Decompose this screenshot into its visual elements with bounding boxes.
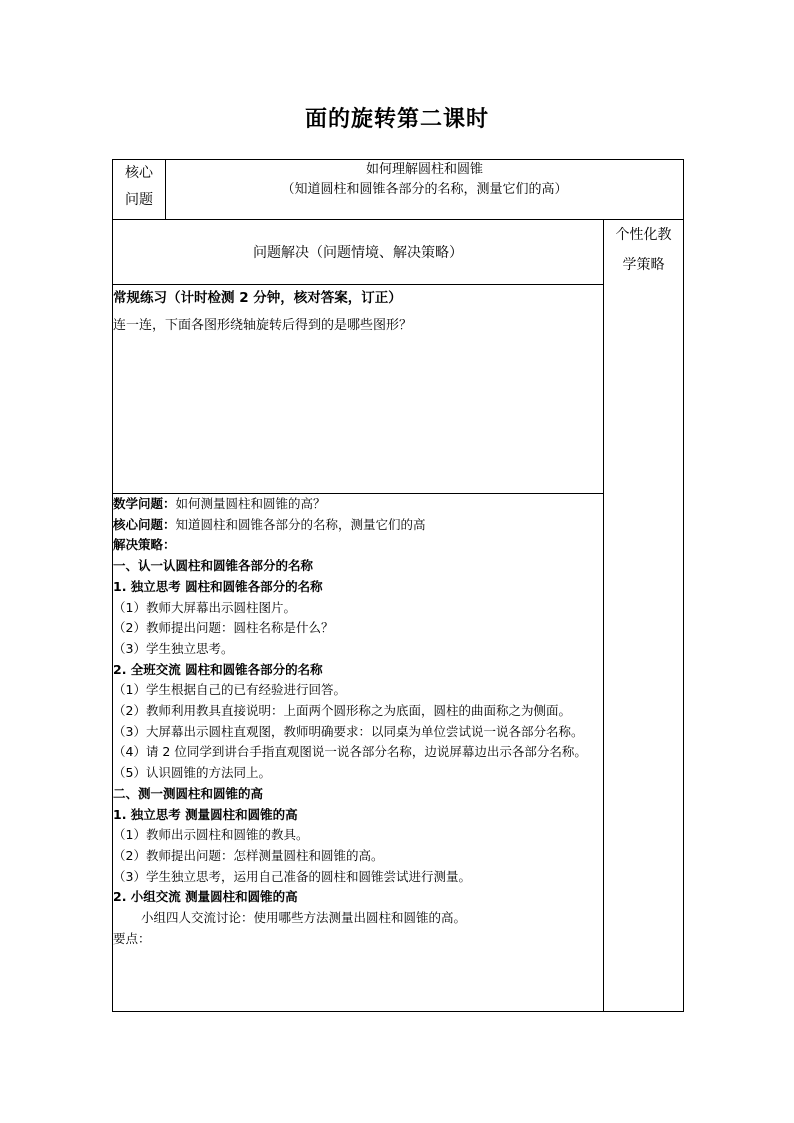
core-question-sub: （知道圆柱和圆锥各部分的名称，测量它们的高）: [281, 182, 568, 197]
part1-step1-item3: （3）学生独立思考。: [113, 640, 234, 656]
math-question-line: [113, 494, 603, 515]
part1-heading: 一、认一认圆柱和圆锥各部分的名称: [113, 558, 314, 574]
part1-step1: 1. 独立思考 圆柱和圆锥各部分的名称: [113, 578, 323, 594]
core-question: 如何理解圆柱和圆锥: [366, 162, 484, 177]
side-title-line2: 学策略: [622, 257, 665, 273]
core-label-line1: 核心: [125, 165, 153, 181]
strategy-label: 解决策略：: [113, 537, 176, 553]
part2-step1-item3: （3）学生独立思考，运用自己准备的圆柱和圆锥尝试进行测量。: [113, 868, 471, 884]
core-question-line: [113, 515, 603, 536]
section-header-row: [113, 220, 684, 285]
core-label-cell: [113, 160, 166, 220]
core-question-label: 核心问题：: [113, 516, 176, 532]
side-title-line1: 个性化教: [615, 227, 672, 243]
section-title: 问题解决（问题情境、解决策略）: [113, 220, 604, 285]
part1-step2-item5: （5）认识圆锥的方法同上。: [113, 765, 271, 781]
practice-row: [113, 285, 684, 494]
part1-step2-item2: （2）教师利用教具直接说明：上面两个圆形称之为底面，圆柱的曲面称之为侧面。: [113, 703, 571, 719]
part2-step2: 2. 小组交流 测量圆柱和圆锥的高: [113, 889, 298, 905]
part2-step1: 1. 独立思考 测量圆柱和圆锥的高: [113, 806, 298, 822]
part1-step1-item1: （1）教师大屏幕出示圆柱图片。: [113, 599, 296, 615]
math-question: 如何测量圆柱和圆锥的高？: [175, 496, 326, 511]
core-question-text: 知道圆柱和圆锥各部分的名称，测量它们的高: [175, 516, 426, 532]
core-question-cell: [166, 160, 684, 220]
key-points: 要点：: [113, 930, 151, 946]
part2-heading: 二、测一测圆柱和圆锥的高: [113, 785, 264, 801]
practice-heading: 常规练习（计时检测 2 分钟，核对答案，订正）: [113, 290, 402, 306]
part1-step1-item2: （2）教师提出问题：圆柱名称是什么？: [113, 620, 334, 636]
part2-step2-text: 小组四人交流讨论：使用哪些方法测量出圆柱和圆锥的高。: [141, 910, 467, 926]
part1-step2: 2. 全班交流 圆柱和圆锥各部分的名称: [113, 661, 323, 677]
practice-cell: [113, 285, 604, 494]
part1-step2-item1: （1）学生根据自己的已有经验进行回答。: [113, 682, 346, 698]
part1-step2-item4: （4）请 2 位同学到讲台手指直观图说一说各部分名称，边说屏幕边出示各部分名称。: [113, 744, 587, 760]
content-row: [113, 494, 684, 1012]
content-cell: [113, 494, 604, 1012]
part2-step1-item2: （2）教师提出问题：怎样测量圆柱和圆锥的高。: [113, 847, 384, 863]
lesson-table: [112, 159, 684, 1012]
page-title: 面的旋转第二课时: [304, 107, 489, 132]
core-question-row: [113, 160, 684, 220]
part2-step1-item1: （1）教师出示圆柱和圆锥的教具。: [113, 827, 309, 843]
side-strategy-cell: [604, 220, 684, 1012]
part1-step2-item3: （3）大屏幕出示圆柱直观图，教师明确要求：以同桌为单位尝试说一说各部分名称。: [113, 723, 584, 739]
core-label-line2: 问题: [125, 192, 153, 208]
practice-text: 连一连，下面各图形绕轴旋转后得到的是哪些图形？: [113, 318, 413, 333]
math-question-label: 数学问题：: [113, 496, 176, 511]
